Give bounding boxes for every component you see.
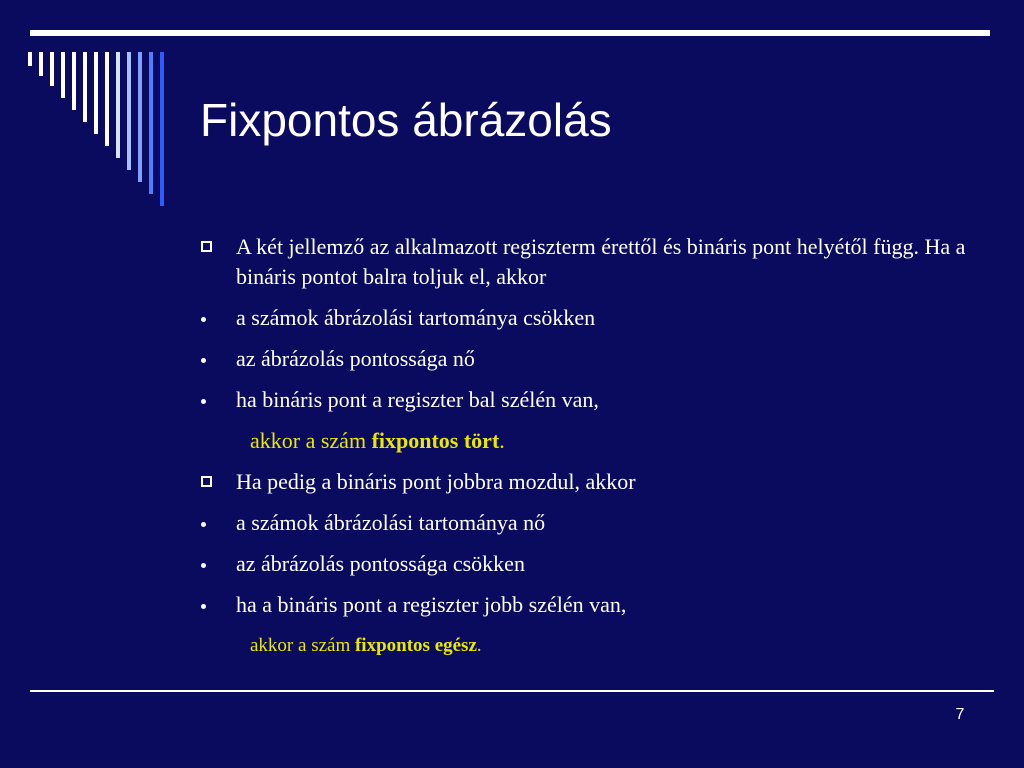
conclusion-line	[198, 426, 988, 456]
item-text: a számok ábrázolási tartománya csökken	[236, 305, 596, 330]
stripe	[39, 52, 43, 76]
dot-bullet-icon	[201, 358, 206, 363]
stripe	[105, 52, 109, 146]
list-item	[198, 590, 988, 620]
list-item	[198, 385, 988, 415]
conclusion-term: fixpontos egész	[354, 635, 477, 656]
item-text: ha bináris pont a regiszter bal szélén van,	[236, 387, 599, 412]
conclusion-prefix: akkor a szám	[250, 635, 355, 656]
list-item	[198, 344, 988, 374]
conclusion-prefix: akkor a szám	[250, 428, 372, 453]
conclusion-suffix: .	[499, 428, 505, 453]
item-text: az ábrázolás pontossága nő	[236, 346, 475, 371]
page-number: 7	[955, 706, 965, 723]
slide-title: Fixpontos ábrázolás	[200, 94, 612, 146]
dot-bullet-icon	[201, 399, 206, 404]
list-item	[198, 508, 988, 538]
square-bullet-icon	[201, 476, 212, 487]
stripe	[50, 52, 54, 86]
list-item	[198, 467, 988, 497]
list-item	[198, 303, 988, 333]
stripe	[138, 52, 142, 182]
dot-bullet-icon	[201, 604, 206, 609]
item-text: ha a bináris pont a regiszter jobb szélén van,	[236, 592, 627, 617]
decorative-stripes	[0, 0, 200, 220]
dot-bullet-icon	[201, 317, 206, 322]
conclusion-suffix: .	[476, 635, 482, 656]
stripe	[72, 52, 76, 110]
conclusion-line	[198, 631, 988, 661]
item-text: az ábrázolás pontossága csökken	[236, 551, 525, 576]
list-item	[198, 549, 988, 579]
stripe	[160, 52, 164, 206]
dot-bullet-icon	[201, 563, 206, 568]
stripe	[83, 52, 87, 122]
bottom-rule	[30, 690, 994, 692]
dot-bullet-icon	[201, 522, 206, 527]
stripe	[94, 52, 98, 134]
stripe	[127, 52, 131, 170]
slide-body	[198, 232, 988, 672]
stripe	[28, 52, 32, 66]
item-text: Ha pedig a bináris pont jobbra mozdul, akkor	[236, 469, 636, 494]
stripe	[61, 52, 65, 98]
item-text: a számok ábrázolási tartománya nő	[236, 510, 546, 535]
stripe	[149, 52, 153, 194]
square-bullet-icon	[201, 241, 212, 252]
list-item	[198, 232, 988, 292]
stripe	[116, 52, 120, 158]
item-text: A két jellemző az alkalmazott regiszterm érettől és bináris pont helyétől függ. Ha a bináris pontot balra toljuk el, akkor	[236, 234, 966, 289]
conclusion-term: fixpontos tört	[371, 428, 500, 453]
